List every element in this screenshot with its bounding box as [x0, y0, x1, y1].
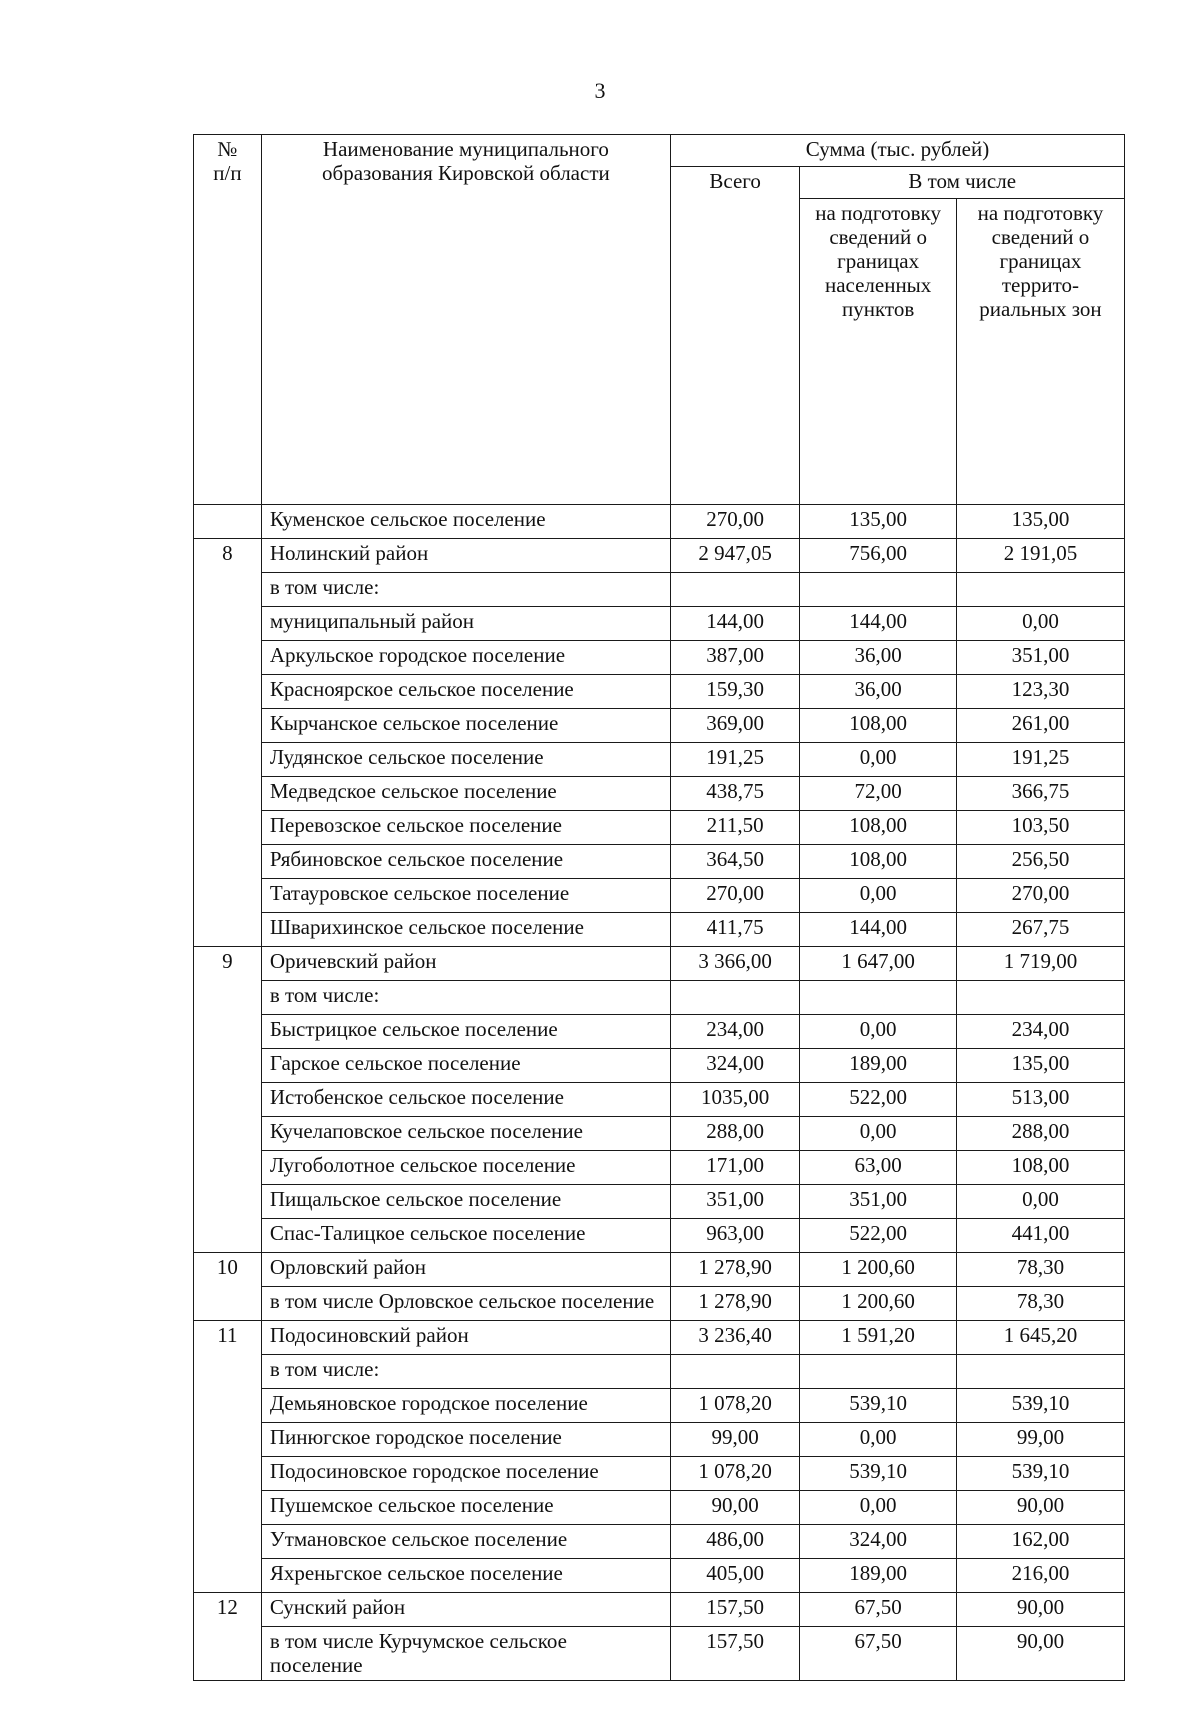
row-number [194, 1049, 262, 1083]
row-total: 90,00 [670, 1491, 799, 1525]
row-number [194, 811, 262, 845]
row-total: 171,00 [670, 1151, 799, 1185]
row-name: Шварихинское сельское поселение [261, 913, 670, 947]
row-total: 387,00 [670, 641, 799, 675]
row-number [194, 1287, 262, 1321]
row-number [194, 641, 262, 675]
row-number [194, 1151, 262, 1185]
row-total: 324,00 [670, 1049, 799, 1083]
row-zones: 234,00 [956, 1015, 1124, 1049]
row-settlements: 36,00 [800, 675, 957, 709]
row-settlements: 1 200,60 [800, 1287, 957, 1321]
table-row [194, 1049, 1125, 1083]
row-name: муниципальный район [261, 607, 670, 641]
row-zones: 261,00 [956, 709, 1124, 743]
table-row [194, 1185, 1125, 1219]
table-row [194, 743, 1125, 777]
row-zones: 0,00 [956, 1185, 1124, 1219]
row-total: 191,25 [670, 743, 799, 777]
table-row [194, 505, 1125, 539]
table-row [194, 1219, 1125, 1253]
row-zones: 1 645,20 [956, 1321, 1124, 1355]
row-settlements: 135,00 [800, 505, 957, 539]
row-total: 270,00 [670, 505, 799, 539]
row-number [194, 573, 262, 607]
row-settlements: 0,00 [800, 1117, 957, 1151]
row-number: 11 [194, 1321, 262, 1355]
row-settlements: 324,00 [800, 1525, 957, 1559]
header-name: Наименование муниципального образования Кировской области [261, 135, 670, 505]
row-total: 144,00 [670, 607, 799, 641]
row-zones: 99,00 [956, 1423, 1124, 1457]
row-zones: 513,00 [956, 1083, 1124, 1117]
row-settlements: 67,50 [800, 1627, 957, 1681]
table-row [194, 1287, 1125, 1321]
row-settlements: 351,00 [800, 1185, 957, 1219]
table-row [194, 913, 1125, 947]
header-col-zones: на подготовку сведений о границах террито-риальных зон [956, 199, 1124, 505]
table-row [194, 1457, 1125, 1491]
row-total [670, 1355, 799, 1389]
row-name: в том числе: [261, 573, 670, 607]
row-number [194, 1457, 262, 1491]
row-total: 234,00 [670, 1015, 799, 1049]
table-row [194, 777, 1125, 811]
row-name: Медведское сельское поселение [261, 777, 670, 811]
row-settlements: 1 647,00 [800, 947, 957, 981]
row-number [194, 607, 262, 641]
row-number [194, 1355, 262, 1389]
row-settlements: 63,00 [800, 1151, 957, 1185]
row-settlements: 0,00 [800, 1491, 957, 1525]
table-row [194, 879, 1125, 913]
table-row [194, 947, 1125, 981]
row-settlements [800, 1355, 957, 1389]
row-name: Красноярское сельское поселение [261, 675, 670, 709]
row-name: Подосиновское городское поселение [261, 1457, 670, 1491]
table-row [194, 1389, 1125, 1423]
row-number [194, 709, 262, 743]
row-number [194, 981, 262, 1015]
row-zones: 78,30 [956, 1287, 1124, 1321]
row-total: 369,00 [670, 709, 799, 743]
row-zones: 108,00 [956, 1151, 1124, 1185]
table-row [194, 981, 1125, 1015]
row-number: 9 [194, 947, 262, 981]
row-settlements: 539,10 [800, 1389, 957, 1423]
header-including: В том числе [800, 167, 1125, 199]
row-zones: 90,00 [956, 1593, 1124, 1627]
table-row [194, 675, 1125, 709]
row-total: 486,00 [670, 1525, 799, 1559]
row-total: 3 236,40 [670, 1321, 799, 1355]
row-name: Пинюгское городское поселение [261, 1423, 670, 1457]
row-name: Рябиновское сельское поселение [261, 845, 670, 879]
row-zones: 123,30 [956, 675, 1124, 709]
row-zones: 2 191,05 [956, 539, 1124, 573]
row-settlements: 756,00 [800, 539, 957, 573]
row-zones: 135,00 [956, 505, 1124, 539]
row-name: Утмановское сельское поселение [261, 1525, 670, 1559]
row-zones [956, 1355, 1124, 1389]
row-name: в том числе Курчумское сельское поселение [261, 1627, 670, 1681]
row-name: Кырчанское сельское поселение [261, 709, 670, 743]
row-settlements: 108,00 [800, 845, 957, 879]
row-name: Быстрицкое сельское поселение [261, 1015, 670, 1049]
row-total [670, 981, 799, 1015]
row-zones: 288,00 [956, 1117, 1124, 1151]
row-number [194, 1559, 262, 1593]
row-total: 963,00 [670, 1219, 799, 1253]
row-total: 3 366,00 [670, 947, 799, 981]
row-total: 438,75 [670, 777, 799, 811]
row-number [194, 1219, 262, 1253]
row-zones: 270,00 [956, 879, 1124, 913]
row-number [194, 845, 262, 879]
row-number [194, 1117, 262, 1151]
row-total: 159,30 [670, 675, 799, 709]
row-zones: 90,00 [956, 1491, 1124, 1525]
row-settlements: 189,00 [800, 1559, 957, 1593]
budget-table [193, 134, 1125, 1681]
table-row [194, 1525, 1125, 1559]
row-name: в том числе: [261, 981, 670, 1015]
table-row [194, 1321, 1125, 1355]
header-col-settlements: на подготовку сведений о границах населенных пунктов [800, 199, 957, 505]
row-total: 157,50 [670, 1593, 799, 1627]
table-row [194, 539, 1125, 573]
header-total: Всего [670, 167, 799, 505]
row-name: Оричевский район [261, 947, 670, 981]
table-row [194, 1355, 1125, 1389]
table-row [194, 1559, 1125, 1593]
header-sum: Сумма (тыс. рублей) [670, 135, 1124, 167]
row-zones: 351,00 [956, 641, 1124, 675]
row-name: Аркульское городское поселение [261, 641, 670, 675]
row-total: 288,00 [670, 1117, 799, 1151]
row-settlements: 1 200,60 [800, 1253, 957, 1287]
row-settlements: 108,00 [800, 811, 957, 845]
row-number [194, 777, 262, 811]
table-row [194, 1083, 1125, 1117]
table-row [194, 709, 1125, 743]
row-name: Татауровское сельское поселение [261, 879, 670, 913]
row-name: Лудянское сельское поселение [261, 743, 670, 777]
row-name: Пушемское сельское поселение [261, 1491, 670, 1525]
table-row [194, 1491, 1125, 1525]
row-zones: 162,00 [956, 1525, 1124, 1559]
row-number [194, 1627, 262, 1681]
row-zones: 539,10 [956, 1389, 1124, 1423]
table-row [194, 811, 1125, 845]
row-settlements: 0,00 [800, 1423, 957, 1457]
row-settlements: 1 591,20 [800, 1321, 957, 1355]
row-settlements: 522,00 [800, 1083, 957, 1117]
row-total: 157,50 [670, 1627, 799, 1681]
row-settlements [800, 981, 957, 1015]
row-name: Спас-Талицкое сельское поселение [261, 1219, 670, 1253]
row-settlements: 0,00 [800, 879, 957, 913]
row-settlements: 36,00 [800, 641, 957, 675]
table-row [194, 607, 1125, 641]
row-zones: 256,50 [956, 845, 1124, 879]
row-total: 1 278,90 [670, 1253, 799, 1287]
row-total: 405,00 [670, 1559, 799, 1593]
table-row [194, 1117, 1125, 1151]
row-settlements: 67,50 [800, 1593, 957, 1627]
row-settlements: 72,00 [800, 777, 957, 811]
row-name: в том числе Орловское сельское поселение [261, 1287, 670, 1321]
row-total: 1 078,20 [670, 1389, 799, 1423]
row-name: Демьяновское городское поселение [261, 1389, 670, 1423]
table-row [194, 1593, 1125, 1627]
table-row [194, 845, 1125, 879]
row-zones: 135,00 [956, 1049, 1124, 1083]
row-settlements: 189,00 [800, 1049, 957, 1083]
row-zones: 78,30 [956, 1253, 1124, 1287]
row-number [194, 505, 262, 539]
row-name: Яхреньгское сельское поселение [261, 1559, 670, 1593]
row-settlements: 144,00 [800, 913, 957, 947]
row-number [194, 675, 262, 709]
row-name: Перевозское сельское поселение [261, 811, 670, 845]
row-zones: 1 719,00 [956, 947, 1124, 981]
row-name: Лугоболотное сельское поселение [261, 1151, 670, 1185]
row-zones [956, 573, 1124, 607]
row-zones: 103,50 [956, 811, 1124, 845]
row-settlements: 0,00 [800, 743, 957, 777]
row-settlements: 522,00 [800, 1219, 957, 1253]
row-zones: 441,00 [956, 1219, 1124, 1253]
row-total: 211,50 [670, 811, 799, 845]
row-number [194, 743, 262, 777]
row-name: Сунский район [261, 1593, 670, 1627]
row-number [194, 1423, 262, 1457]
page-number: 3 [594, 78, 606, 103]
row-total: 270,00 [670, 879, 799, 913]
row-zones: 0,00 [956, 607, 1124, 641]
row-name: Пищальское сельское поселение [261, 1185, 670, 1219]
row-total: 99,00 [670, 1423, 799, 1457]
row-zones: 267,75 [956, 913, 1124, 947]
row-number: 12 [194, 1593, 262, 1627]
row-name: Куменское сельское поселение [261, 505, 670, 539]
row-name: Гарское сельское поселение [261, 1049, 670, 1083]
row-number [194, 1015, 262, 1049]
row-total: 1035,00 [670, 1083, 799, 1117]
row-total: 2 947,05 [670, 539, 799, 573]
row-name: Нолинский район [261, 539, 670, 573]
row-total [670, 573, 799, 607]
row-number [194, 1185, 262, 1219]
row-number: 10 [194, 1253, 262, 1287]
table-row [194, 641, 1125, 675]
row-total: 351,00 [670, 1185, 799, 1219]
table-row [194, 573, 1125, 607]
table-row [194, 1627, 1125, 1681]
row-zones: 366,75 [956, 777, 1124, 811]
row-number [194, 913, 262, 947]
row-number [194, 1083, 262, 1117]
table-row [194, 1015, 1125, 1049]
row-total: 1 278,90 [670, 1287, 799, 1321]
row-settlements: 108,00 [800, 709, 957, 743]
row-number: 8 [194, 539, 262, 573]
table-row [194, 1253, 1125, 1287]
row-name: Истобенское сельское поселение [261, 1083, 670, 1117]
row-total: 1 078,20 [670, 1457, 799, 1491]
row-settlements: 0,00 [800, 1015, 957, 1049]
table-row [194, 1423, 1125, 1457]
row-name: Подосиновский район [261, 1321, 670, 1355]
row-name: Орловский район [261, 1253, 670, 1287]
row-number [194, 1389, 262, 1423]
row-name: Кучелаповское сельское поселение [261, 1117, 670, 1151]
row-zones: 216,00 [956, 1559, 1124, 1593]
row-zones: 539,10 [956, 1457, 1124, 1491]
row-zones: 191,25 [956, 743, 1124, 777]
row-total: 411,75 [670, 913, 799, 947]
row-total: 364,50 [670, 845, 799, 879]
row-settlements [800, 573, 957, 607]
row-number [194, 1525, 262, 1559]
header-num: № п/п [194, 135, 262, 505]
row-number [194, 1491, 262, 1525]
row-number [194, 879, 262, 913]
table-row [194, 1151, 1125, 1185]
row-settlements: 144,00 [800, 607, 957, 641]
row-zones: 90,00 [956, 1627, 1124, 1681]
row-zones [956, 981, 1124, 1015]
row-settlements: 539,10 [800, 1457, 957, 1491]
row-name: в том числе: [261, 1355, 670, 1389]
